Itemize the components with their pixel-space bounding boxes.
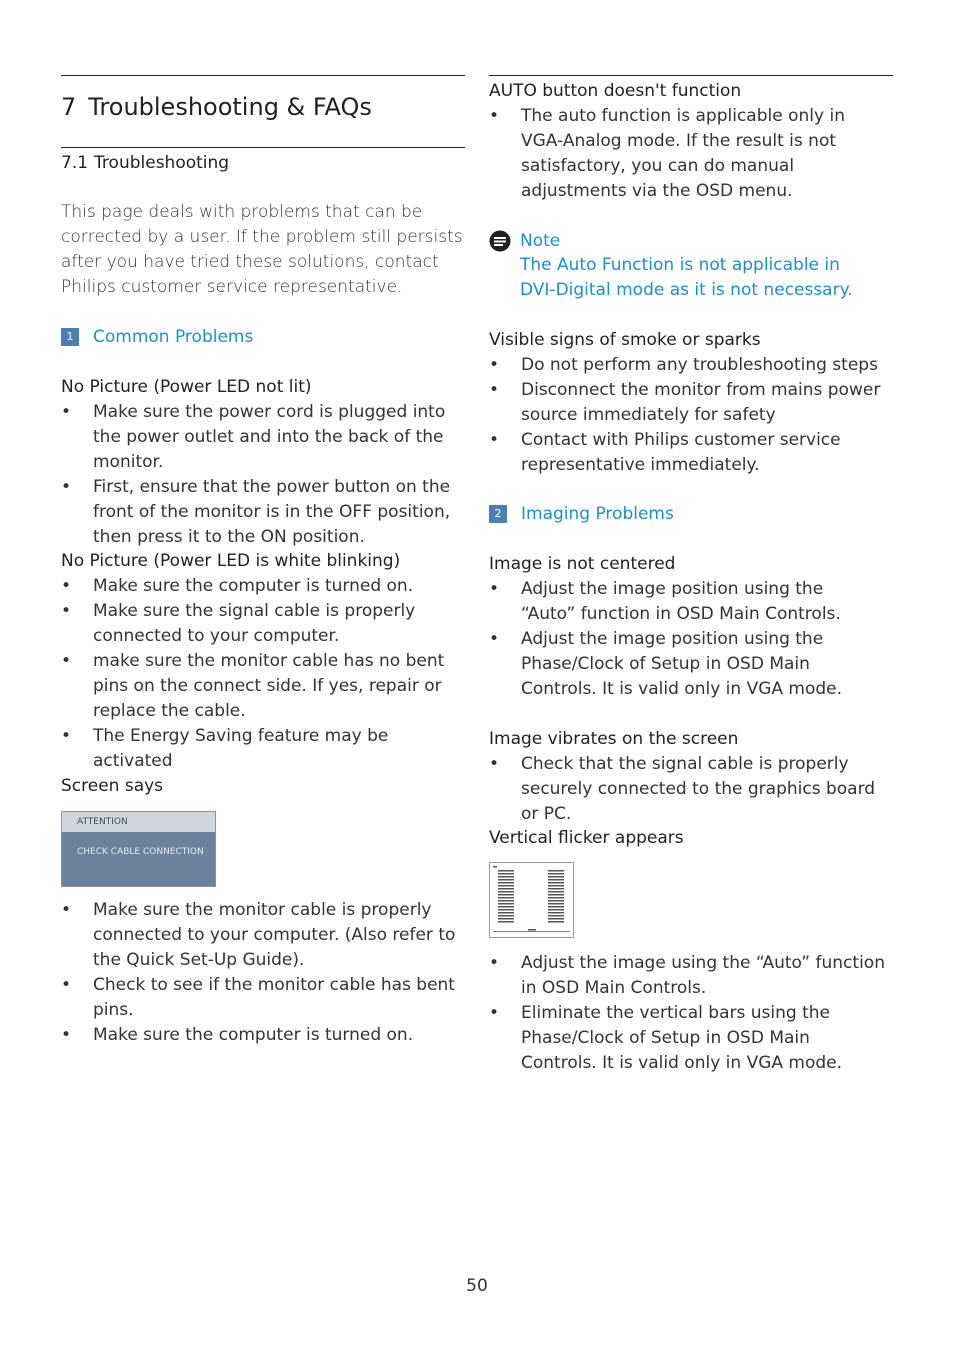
chapter-title (61, 92, 372, 122)
group-heading: AUTO button doesn't function (489, 81, 742, 101)
bullet-list (61, 400, 471, 550)
list-item: • Adjust the image using the “Auto” function in OSD Main Controls. (489, 953, 885, 998)
bullet-list (61, 898, 461, 1048)
group-heading: No Picture (Power LED not lit) (61, 377, 312, 397)
note-title: Note (520, 231, 561, 251)
group-heading: Image vibrates on the screen (489, 729, 739, 749)
osd-message: CHECK CABLE CONNECTION (77, 847, 204, 857)
list-item: • Check that the signal cable is properly securely connected to the graphics board or PC. (489, 754, 876, 824)
common-problems-badge: 1 (61, 328, 79, 346)
common-problems-title (61, 325, 253, 349)
bullet-list (489, 577, 879, 702)
group-heading: No Picture (Power LED is white blinking) (61, 551, 401, 571)
page-number: 50 (466, 1276, 488, 1296)
list-item: • The Energy Saving feature may be activated (61, 726, 389, 771)
intro-paragraph: This page deals with problems that can be corrected by a user. If the problem still persists after you have tried these solutions, contact Philips customer service representative. (61, 202, 463, 297)
list-item: • Adjust the image position using the Phase/Clock of Setup in OSD Main Controls. It is valid only in VGA mode. (489, 629, 843, 699)
osd-title: ATTENTION (62, 812, 215, 832)
list-item: • Make sure the signal cable is properly connected to your computer. (61, 601, 416, 646)
section-title-text: Troubleshooting (94, 153, 230, 173)
imaging-problems-title (489, 502, 674, 526)
list-item: • Make sure the monitor cable is properly connected to your computer. (Also refer to the Quick Set-Up Guide). (61, 900, 456, 970)
group-heading: Vertical flicker appears (489, 828, 684, 848)
list-item: • Make sure the power cord is plugged into the power outlet and into the back of the monitor. (61, 402, 446, 472)
list-item: • Adjust the image position using the “Auto” function in OSD Main Controls. (489, 579, 841, 624)
bullet-list (61, 574, 467, 774)
common-problems-label: Common Problems (93, 327, 254, 347)
osd-attention-dialog (61, 811, 216, 887)
imaging-problems-label: Imaging Problems (521, 504, 674, 524)
bullet-list (489, 104, 879, 204)
bullet-list (489, 353, 884, 478)
list-item: • Do not perform any troubleshooting steps (489, 355, 878, 375)
list-item: • Eliminate the vertical bars using the Phase/Clock of Setup in OSD Main Controls. It is valid only in VGA mode. (489, 1003, 843, 1073)
top-rule-right (489, 75, 893, 76)
list-item: • Check to see if the monitor cable has bent pins. (61, 975, 455, 1020)
chapter-title-text: Troubleshooting & FAQs (88, 93, 372, 121)
group-heading: Screen says (61, 776, 164, 796)
vertical-flicker-image (489, 862, 574, 938)
group-heading: Visible signs of smoke or sparks (489, 330, 761, 350)
list-item: • Contact with Philips customer service representative immediately. (489, 430, 841, 475)
note-icon (489, 230, 511, 252)
chapter-rule (61, 147, 465, 148)
list-item: • Make sure the computer is turned on. (61, 576, 414, 596)
group-heading: Image is not centered (489, 554, 676, 574)
top-rule-left (61, 75, 465, 76)
chapter-number: 7 (61, 93, 77, 121)
note-text: The Auto Function is not applicable in DVI-Digital mode as it is not necessary. (520, 255, 853, 300)
section-title (61, 152, 229, 174)
list-item: • The auto function is applicable only in VGA-Analog mode. If the result is not satisfactory, you can do manual adjustments via the OSD menu. (489, 106, 845, 201)
list-item: • Disconnect the monitor from mains power source immediately for safety (489, 380, 881, 425)
list-item: • make sure the monitor cable has no bent pins on the connect side. If yes, repair or replace the cable. (61, 651, 445, 721)
section-number: 7.1 (61, 153, 89, 173)
bullet-list (489, 752, 893, 827)
list-item: • Make sure the computer is turned on. (61, 1025, 414, 1045)
bullet-list (489, 951, 887, 1076)
imaging-problems-badge: 2 (489, 505, 507, 523)
note-block (489, 229, 893, 303)
list-item: • First, ensure that the power button on the front of the monitor is in the OFF position, then press it to the ON position. (61, 477, 451, 547)
